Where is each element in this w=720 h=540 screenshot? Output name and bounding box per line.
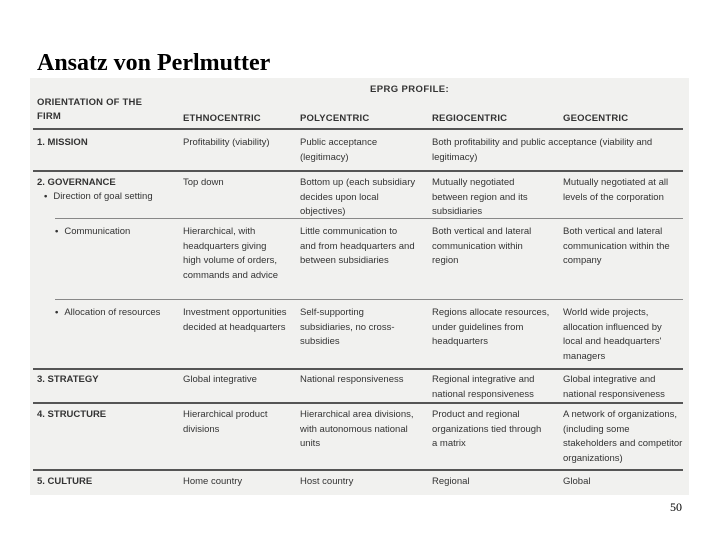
- column-header-ethnocentric: ETHNOCENTRIC: [183, 113, 261, 124]
- header-divider: [33, 128, 683, 130]
- allocation-label-wrap: [55, 306, 165, 320]
- cell-mission-regio-geocentric: Both profitability and public acceptance (viability and legitimacy): [432, 137, 653, 163]
- row-divider: [33, 368, 683, 370]
- row-label-mission: 1. MISSION: [37, 137, 88, 148]
- cell-structure-regiocentric: Product and regional organizations tied through a matrix: [432, 409, 542, 449]
- communication-label-wrap: [55, 225, 130, 239]
- bullet-icon: •: [55, 307, 59, 318]
- cell-communication-regiocentric: Both vertical and lateral communication within region: [432, 226, 532, 266]
- cell-governance-ethnocentric: Top down: [183, 177, 224, 188]
- cell-culture-polycentric: Host country: [300, 476, 354, 487]
- row-label-structure: 4. STRUCTURE: [37, 409, 107, 420]
- cell-mission-ethnocentric: Profitability (viability): [183, 137, 270, 148]
- sub-label-allocation: Allocation of resources: [64, 307, 161, 318]
- cell-structure-polycentric: Hierarchical area divisions, with autonomous national units: [300, 409, 414, 449]
- row-divider: [33, 469, 683, 471]
- cell-communication-polycentric: Little communication to and from headquarters and between subsidiaries: [300, 226, 415, 266]
- sub-label-communication: Communication: [64, 226, 131, 237]
- cell-strategy-geocentric: Global integrative and national responsiveness: [563, 374, 665, 400]
- cell-mission-polycentric: Public acceptance (legitimacy): [300, 137, 378, 163]
- cell-allocation-polycentric: Self-supporting subsidiaries, no cross-subsidies: [300, 307, 395, 347]
- bullet-icon: •: [55, 226, 59, 237]
- cell-governance-geocentric: Mutually negotiated at all levels of the corporation: [563, 177, 669, 203]
- cell-strategy-regiocentric: Regional integrative and national responsiveness: [432, 374, 535, 400]
- row-divider: [33, 170, 683, 172]
- column-header-geocentric: GEOCENTRIC: [563, 113, 629, 124]
- row-label-governance: 2. GOVERNANCE: [37, 177, 116, 188]
- orientation-header: ORIENTATION OF THE FIRM: [37, 97, 143, 122]
- governance-sub-direction: [44, 190, 164, 204]
- bullet-icon: •: [44, 191, 48, 202]
- cell-allocation-geocentric: World wide projects, allocation influenced by local and headquarters' managers: [563, 307, 662, 362]
- cell-allocation-ethnocentric: Investment opportunities decided at headquarters: [183, 307, 287, 333]
- sub-row-divider: [55, 218, 683, 219]
- sub-label-direction: Direction of goal setting: [53, 191, 153, 202]
- column-header-polycentric: POLYCENTRIC: [300, 113, 370, 124]
- slide-title: Ansatz von Perlmutter: [37, 50, 271, 76]
- row-label-culture: 5. CULTURE: [37, 476, 93, 487]
- cell-allocation-regiocentric: Regions allocate resources, under guidelines from headquarters: [432, 307, 550, 347]
- cell-governance-polycentric: Bottom up (each subsidiary decides upon local objectives): [300, 177, 416, 217]
- cell-communication-ethnocentric: Hierarchical, with headquarters giving high volume of orders, commands and advice: [183, 226, 279, 281]
- cell-structure-geocentric: A network of organizations, (including some stakeholders and competitor organizations): [563, 409, 683, 464]
- cell-structure-ethnocentric: Hierarchical product divisions: [183, 409, 268, 435]
- page-number: 50: [670, 500, 682, 514]
- cell-culture-ethnocentric: Home country: [183, 476, 243, 487]
- row-label-strategy: 3. STRATEGY: [37, 374, 99, 385]
- sub-row-divider: [55, 299, 683, 300]
- cell-culture-geocentric: Global: [563, 476, 591, 487]
- row-divider: [33, 402, 683, 404]
- table-profile-title: EPRG PROFILE:: [370, 84, 450, 95]
- cell-culture-regiocentric: Regional: [432, 476, 470, 487]
- cell-communication-geocentric: Both vertical and lateral communication within the company: [563, 226, 670, 266]
- column-header-regiocentric: REGIOCENTRIC: [432, 113, 508, 124]
- cell-strategy-polycentric: National responsiveness: [300, 374, 404, 385]
- cell-strategy-ethnocentric: Global integrative: [183, 374, 257, 385]
- cell-governance-regiocentric: Mutually negotiated between region and its subsidiaries: [432, 177, 528, 217]
